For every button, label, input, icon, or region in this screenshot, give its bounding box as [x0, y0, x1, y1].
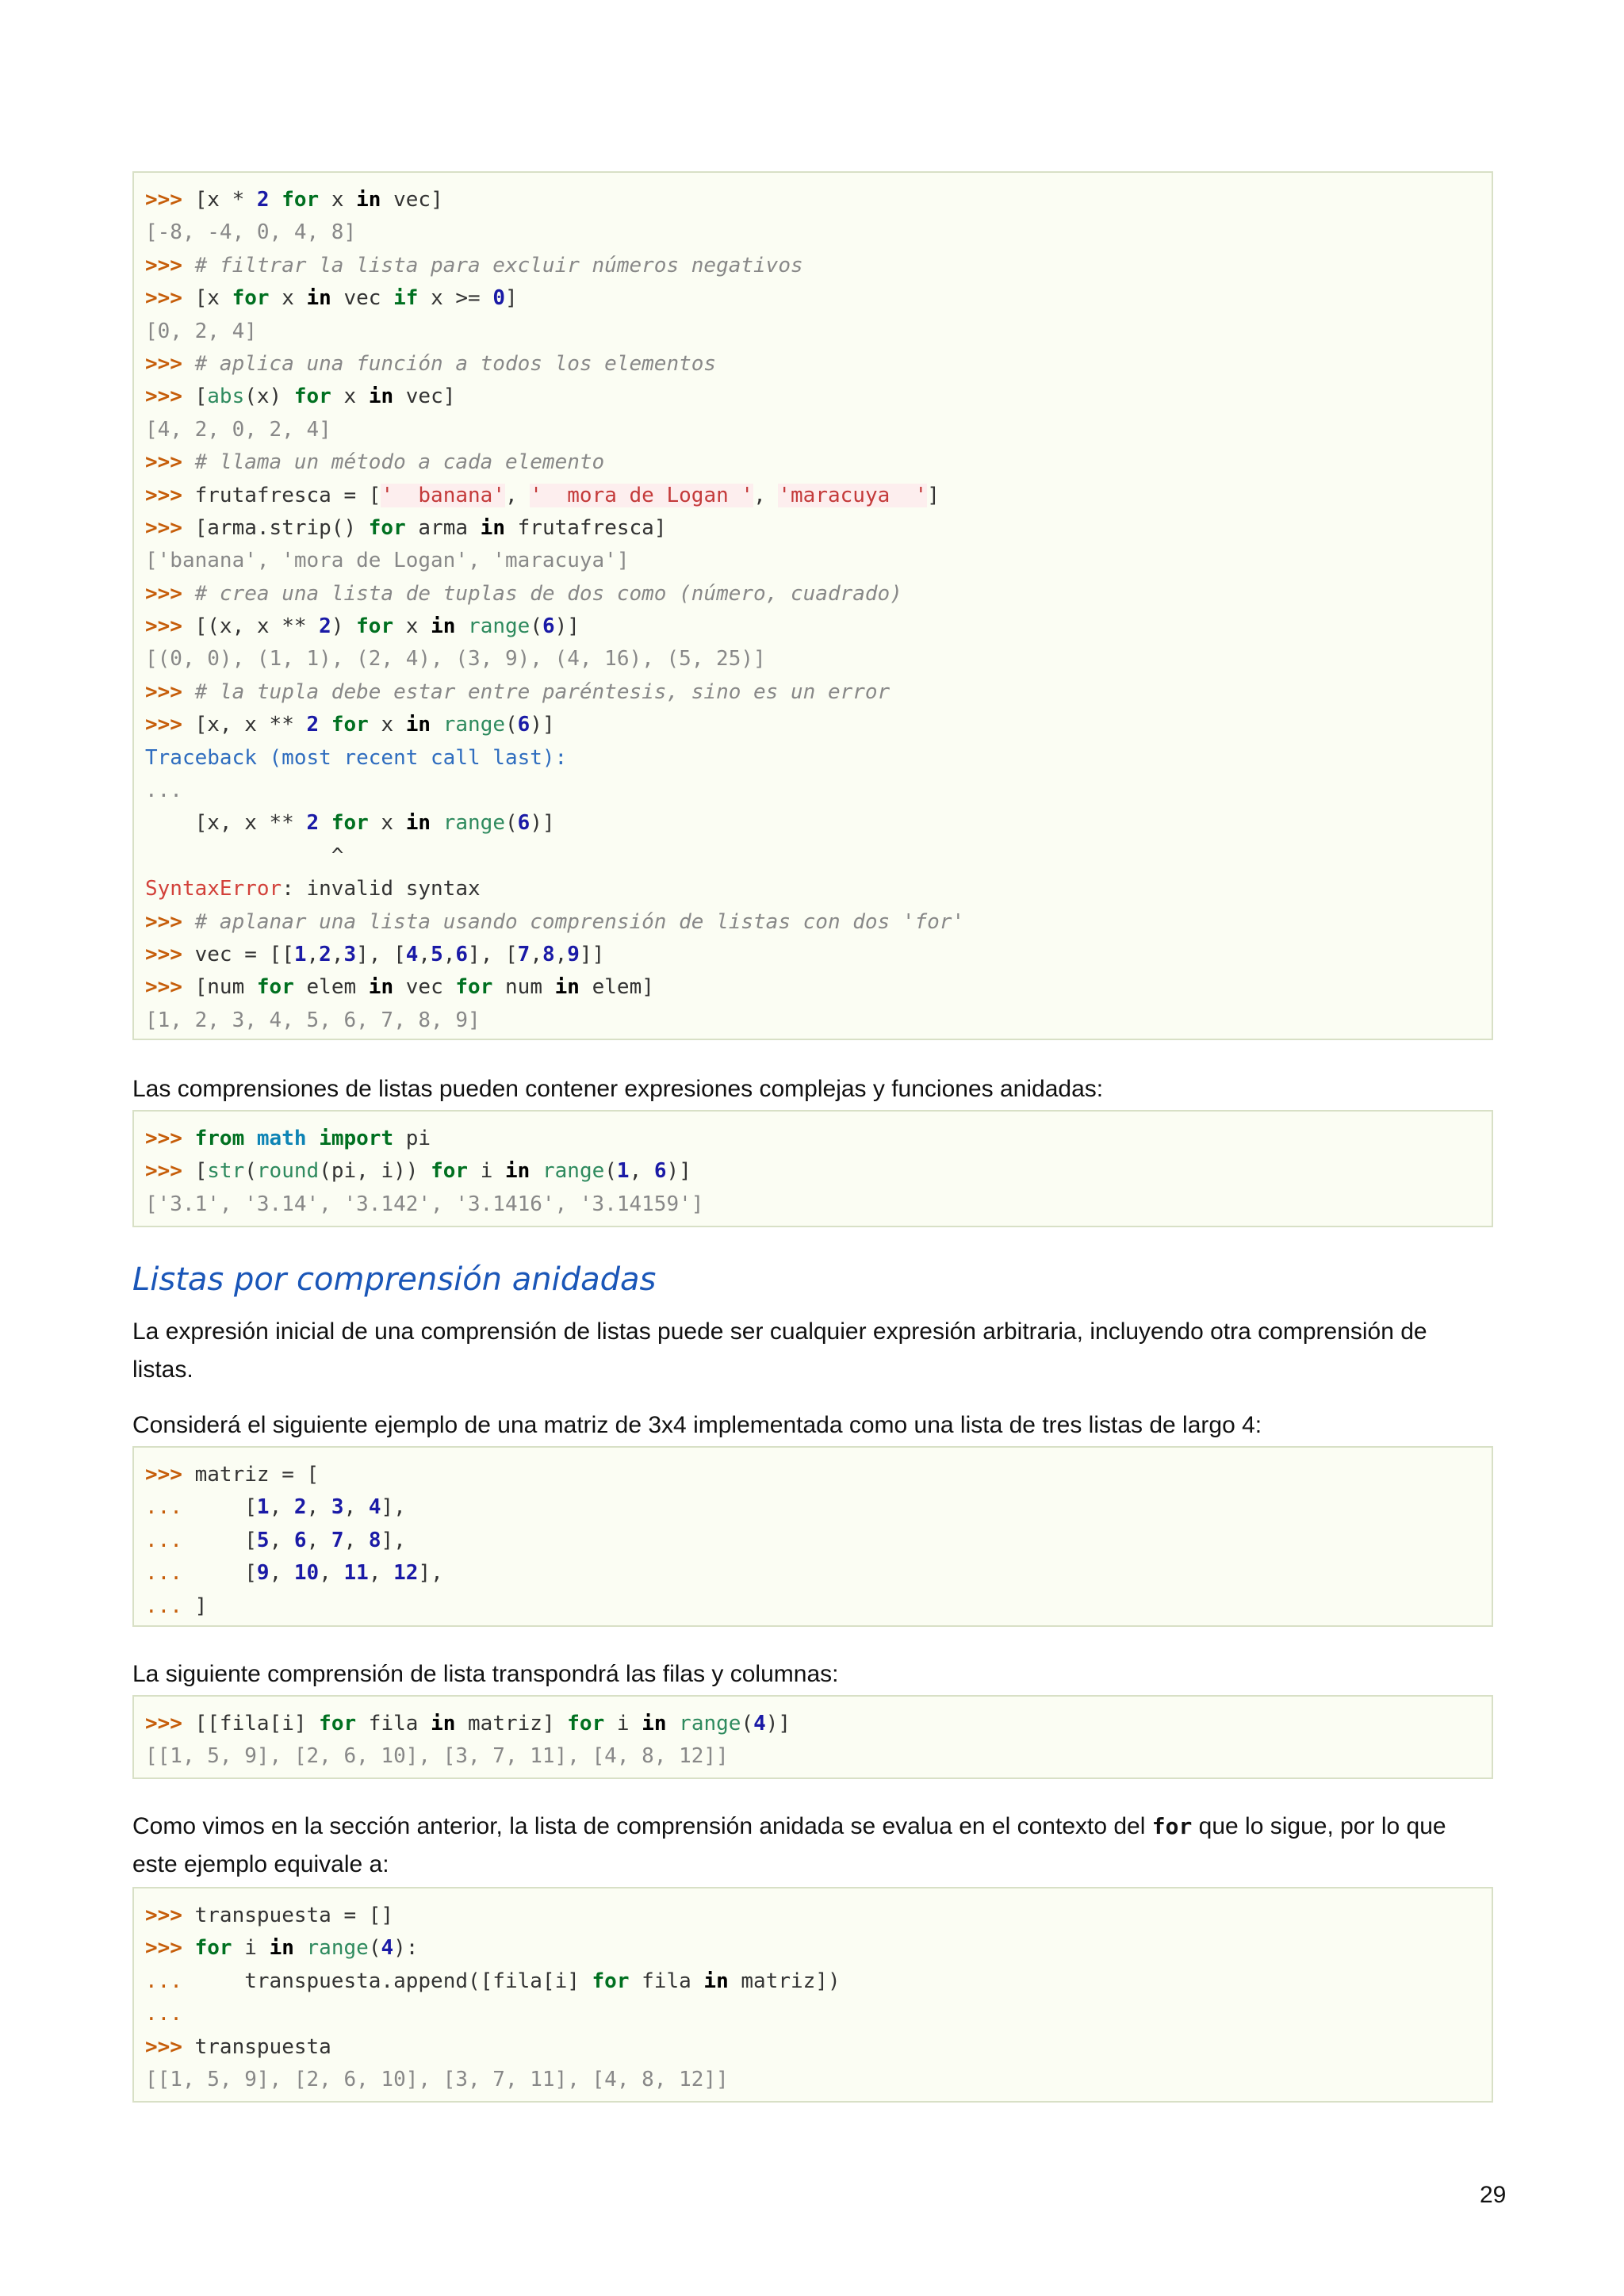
- code-token: in: [505, 1159, 530, 1184]
- code-line: [145, 2064, 1480, 2096]
- code-token: ,: [306, 942, 320, 966]
- code-token: SyntaxError: [145, 877, 282, 901]
- code-token: [0, 2, 4]: [145, 319, 257, 343]
- code-token: matriz]): [728, 1969, 841, 1993]
- code-token: in: [642, 1712, 667, 1735]
- code-token: ,: [629, 1159, 654, 1184]
- code-token: ...: [145, 1969, 195, 1993]
- code-token: 1: [293, 942, 307, 966]
- paragraph-nested-intro: La expresión inicial de una comprensión de listas puede ser cualquier expresión arbitraria, incluyendo otra comprensión de listas.: [132, 1318, 1427, 1383]
- code-line: [145, 250, 1480, 282]
- code-token: >>>: [145, 385, 195, 409]
- code-token: (: [505, 811, 518, 836]
- code-token: 3: [331, 1495, 344, 1520]
- code-line: [145, 1557, 1480, 1590]
- code-line: [145, 906, 1480, 939]
- code-token: >>>: [145, 188, 195, 212]
- code-token: for: [282, 188, 320, 212]
- code-token: 4: [753, 1712, 766, 1735]
- code-token: 9: [567, 942, 580, 966]
- code-token: (: [505, 713, 518, 737]
- code-token: i: [604, 1712, 642, 1735]
- code-token: ' mora de Logan ': [530, 483, 754, 507]
- code-line: [145, 578, 1480, 610]
- code-token: ,: [368, 1561, 394, 1586]
- code-token: in: [356, 188, 381, 212]
- code-token: [x: [194, 286, 232, 311]
- page-content: [132, 171, 1493, 2103]
- code-token: in: [405, 811, 431, 836]
- code-token: math: [256, 1127, 307, 1150]
- code-token: range: [442, 811, 505, 836]
- code-token: transpuesta: [194, 2034, 331, 2059]
- code-line: [145, 216, 1480, 249]
- code-line: [145, 676, 1480, 709]
- code-token: 6: [517, 811, 530, 836]
- code-token: >>>: [145, 1936, 195, 1961]
- code-token: vec]: [381, 188, 443, 212]
- code-token: 5: [256, 1528, 270, 1552]
- code-token: for: [331, 713, 369, 737]
- code-token: >>>: [145, 1127, 195, 1150]
- code-token: elem]: [579, 975, 654, 1000]
- code-token: ' banana': [381, 483, 505, 507]
- code-token: transpuesta.append([fila[i]: [194, 1969, 592, 1993]
- code-line: [145, 971, 1480, 1004]
- code-token: ,: [418, 942, 431, 966]
- code-token: [x, x **: [194, 713, 307, 737]
- code-line: [145, 775, 1480, 807]
- code-line: [145, 840, 1480, 873]
- code-token: >>>: [145, 975, 195, 1000]
- code-token: [(x, x **: [194, 614, 320, 639]
- code-token: in: [368, 975, 394, 1000]
- code-token: 10: [293, 1561, 320, 1586]
- code-token: abs: [207, 385, 245, 409]
- code-token: for: [293, 385, 331, 409]
- code-token: matriz]: [455, 1712, 568, 1735]
- code-token: ...: [145, 1495, 195, 1520]
- code-block-transpose: [132, 1695, 1493, 1779]
- code-token: ]: [927, 483, 940, 507]
- code-token: [num: [194, 975, 257, 1000]
- code-token: fila: [356, 1712, 431, 1735]
- code-token: 1: [256, 1495, 270, 1520]
- code-token: ,: [554, 942, 568, 966]
- paragraph-equivalent: [132, 1808, 1493, 1884]
- code-token: ...: [145, 779, 182, 803]
- code-token: [[1, 5, 9], [2, 6, 10], [3, 7, 11], [4, 8, 12]]: [145, 1744, 729, 1769]
- code-token: [4, 2, 0, 2, 4]: [145, 417, 331, 442]
- code-token: matriz = [: [194, 1463, 320, 1487]
- code-token: >>>: [145, 909, 195, 934]
- code-token: (: [604, 1159, 617, 1184]
- code-line: [145, 1965, 1480, 1998]
- code-token: round: [256, 1159, 320, 1184]
- code-token: ...: [145, 1561, 195, 1586]
- code-token: : invalid syntax: [282, 877, 481, 901]
- code-token: [arma.strip(): [194, 515, 369, 540]
- code-token: i: [468, 1159, 506, 1184]
- code-token: ,: [319, 1561, 344, 1586]
- code-token: 6: [455, 942, 469, 966]
- code-token: 0: [492, 286, 506, 311]
- code-token: 3: [343, 942, 357, 966]
- code-token: str: [207, 1159, 245, 1184]
- code-token: i: [232, 1936, 270, 1961]
- code-token: [x, x **: [145, 811, 307, 836]
- code-line: [145, 545, 1480, 577]
- code-token: for: [592, 1969, 630, 1993]
- code-token: ,: [269, 1528, 294, 1552]
- code-token: >>>: [145, 1712, 195, 1735]
- code-token: Traceback (most recent call last):: [145, 745, 568, 770]
- code-token: (: [368, 1936, 381, 1961]
- code-token: 2: [319, 614, 331, 639]
- code-token: >>>: [145, 2034, 195, 2059]
- code-token: for: [368, 515, 406, 540]
- code-token: in: [554, 975, 580, 1000]
- code-token: [x *: [194, 188, 257, 212]
- code-token: ],: [381, 1495, 406, 1520]
- code-line: [145, 1123, 1480, 1155]
- code-token: >>>: [145, 351, 195, 376]
- code-token: 2: [306, 811, 320, 836]
- code-token: 8: [542, 942, 555, 966]
- code-token: arma: [405, 515, 481, 540]
- code-token: ,: [753, 483, 779, 507]
- code-token: ]: [505, 286, 518, 311]
- code-line: [145, 316, 1480, 348]
- code-line: [145, 1004, 1480, 1037]
- code-token: (x): [244, 385, 294, 409]
- code-token: 5: [431, 942, 443, 966]
- code-token: range: [542, 1159, 605, 1184]
- code-token: # aplanar una lista usando comprensión de listas con dos 'for': [194, 909, 965, 934]
- code-token: elem: [293, 975, 369, 1000]
- code-token: # aplica una función a todos los elementos: [194, 351, 717, 376]
- code-token: ,: [331, 942, 344, 966]
- code-line: [145, 381, 1480, 413]
- code-token: for: [194, 1936, 232, 1961]
- code-token: )]: [554, 614, 580, 639]
- code-token: [431, 811, 443, 835]
- code-token: >>>: [145, 515, 195, 540]
- code-line: [145, 807, 1480, 840]
- code-token: [270, 188, 282, 212]
- code-token: from: [194, 1127, 245, 1150]
- code-token: 9: [256, 1561, 270, 1586]
- code-token: ], [: [356, 942, 406, 966]
- code-token: 2: [256, 188, 270, 212]
- code-token: ]]: [579, 942, 605, 966]
- paragraph-transpose: La siguiente comprensión de lista transpondrá las filas y columnas:: [132, 1661, 839, 1687]
- code-line: [145, 1525, 1480, 1557]
- code-token: [: [194, 385, 208, 409]
- code-token: 2: [319, 942, 331, 966]
- code-token: >>>: [145, 581, 195, 606]
- code-token: ...: [145, 2002, 182, 2026]
- code-line: [145, 2031, 1480, 2064]
- code-token: >>>: [145, 1463, 195, 1487]
- code-token: [: [194, 1495, 257, 1520]
- code-token: x: [331, 385, 369, 409]
- code-token: ],: [381, 1528, 406, 1552]
- code-token: for: [356, 614, 394, 639]
- code-token: [-8, -4, 0, 4, 8]: [145, 220, 357, 245]
- code-token: vec: [331, 286, 394, 311]
- code-token: 6: [517, 713, 530, 737]
- page-number: 29: [1480, 2182, 1507, 2208]
- code-line: [145, 709, 1480, 741]
- code-token: in: [703, 1969, 729, 1993]
- code-token: range: [679, 1712, 741, 1735]
- code-token: x: [368, 713, 406, 737]
- code-token: vec: [393, 975, 456, 1000]
- code-token: fila: [629, 1969, 704, 1993]
- code-token: if: [393, 286, 419, 311]
- code-block-list-comprehension-examples: [132, 171, 1493, 1040]
- code-token: [294, 1936, 307, 1960]
- code-token: num: [492, 975, 555, 1000]
- code-line: [145, 414, 1480, 446]
- code-line: [145, 1491, 1480, 1524]
- code-token: [530, 1159, 542, 1183]
- code-line: [145, 1459, 1480, 1491]
- code-line: [145, 1740, 1480, 1773]
- code-line: [145, 643, 1480, 675]
- code-line: [145, 1932, 1480, 1965]
- code-token: >>>: [145, 614, 195, 639]
- code-token: x: [368, 811, 406, 836]
- code-token: import: [319, 1127, 394, 1150]
- code-line: [145, 480, 1480, 512]
- code-token: [319, 811, 331, 835]
- code-token: )]: [530, 713, 555, 737]
- code-token: ], [: [468, 942, 518, 966]
- code-token: 11: [343, 1561, 369, 1586]
- code-block-math-pi: [132, 1110, 1493, 1227]
- code-token: ...: [145, 1594, 195, 1618]
- code-token: >>>: [145, 450, 195, 475]
- paragraph-complex-expressions: Las comprensiones de listas pueden contener expresiones complejas y funciones anidadas:: [132, 1076, 1104, 1102]
- code-token: ['3.1', '3.14', '3.142', '3.1416', '3.14159']: [145, 1192, 704, 1216]
- code-token: in: [269, 1936, 294, 1961]
- code-line: [145, 1998, 1480, 2030]
- code-token: [1, 2, 3, 4, 5, 6, 7, 8, 9]: [145, 1008, 481, 1032]
- code-token: ,: [306, 1495, 331, 1520]
- paragraph-equivalent-text-a: Como vimos en la sección anterior, la lista de comprensión anidada se evalua en el contexto del: [132, 1813, 1152, 1839]
- code-token: [[1, 5, 9], [2, 6, 10], [3, 7, 11], [4, 8, 12]]: [145, 2067, 729, 2091]
- code-token: x: [269, 286, 307, 311]
- code-token: x: [319, 188, 357, 212]
- code-token: [: [194, 1159, 208, 1184]
- code-token: ...: [145, 1528, 195, 1552]
- code-token: range: [468, 614, 530, 639]
- code-token: >>>: [145, 942, 195, 966]
- code-token: ,: [269, 1495, 294, 1520]
- code-line: [145, 1590, 1480, 1623]
- code-token: (: [530, 614, 542, 639]
- code-token: # la tupla debe estar entre paréntesis, sino es un error: [194, 679, 891, 704]
- code-token: ,: [504, 483, 530, 507]
- code-line: [145, 939, 1480, 971]
- code-token: [455, 614, 468, 638]
- code-token: in: [431, 1712, 456, 1735]
- code-token: for: [232, 286, 270, 311]
- code-token: # llama un método a cada elemento: [194, 450, 605, 475]
- code-token: for: [319, 1712, 357, 1735]
- code-token: for: [567, 1712, 605, 1735]
- code-line: [145, 348, 1480, 381]
- code-token: 7: [331, 1528, 344, 1552]
- code-token: 12: [393, 1561, 419, 1586]
- section-title-nested-comprehensions: Listas por comprensión anidadas: [132, 1261, 657, 1298]
- code-token: in: [405, 713, 431, 737]
- code-token: [244, 1127, 257, 1150]
- code-token: vec = [[: [194, 942, 294, 966]
- code-line: [145, 610, 1480, 643]
- code-token: in: [480, 515, 505, 540]
- code-line: [145, 282, 1480, 315]
- code-token: [: [194, 1528, 257, 1552]
- code-token: >>>: [145, 713, 195, 737]
- code-token: >>>: [145, 679, 195, 704]
- code-token: vec]: [393, 385, 456, 409]
- code-line: [145, 1708, 1480, 1740]
- code-token: range: [306, 1936, 369, 1961]
- code-token: in: [306, 286, 331, 311]
- code-token: >>>: [145, 483, 195, 507]
- code-token: 8: [368, 1528, 381, 1552]
- code-token: transpuesta = []: [194, 1904, 394, 1927]
- code-line: [145, 446, 1480, 479]
- code-token: 7: [517, 942, 530, 966]
- code-token: (: [244, 1159, 257, 1184]
- code-block-transpose-loop: [132, 1887, 1493, 2103]
- code-token: [[fila[i]: [194, 1712, 320, 1735]
- code-token: ^: [145, 844, 344, 868]
- inline-code-for: for: [1151, 1813, 1193, 1839]
- code-token: ]: [194, 1594, 208, 1618]
- code-token: # filtrar la lista para excluir números negativos: [194, 253, 803, 277]
- code-token: for: [331, 811, 369, 836]
- code-token: 4: [381, 1936, 394, 1961]
- code-token: 6: [293, 1528, 307, 1552]
- code-token: for: [431, 1159, 469, 1184]
- code-token: [431, 713, 443, 737]
- code-line: [145, 512, 1480, 545]
- code-token: ): [331, 614, 357, 639]
- code-token: [(0, 0), (1, 1), (2, 4), (3, 9), (4, 16), (5, 25)]: [145, 647, 766, 672]
- code-token: [307, 1127, 320, 1150]
- code-token: in: [431, 614, 456, 639]
- code-token: (pi, i)): [319, 1159, 431, 1184]
- code-token: frutafresca = [: [194, 483, 381, 507]
- code-token: >>>: [145, 1904, 195, 1927]
- code-token: ,: [442, 942, 456, 966]
- code-token: ,: [269, 1561, 294, 1586]
- code-token: pi: [393, 1127, 431, 1150]
- code-token: [: [194, 1561, 257, 1586]
- code-token: for: [455, 975, 493, 1000]
- code-token: >>>: [145, 286, 195, 311]
- code-token: frutafresca]: [504, 515, 667, 540]
- code-token: x: [393, 614, 431, 639]
- code-line: [145, 742, 1480, 775]
- code-token: range: [442, 713, 506, 737]
- code-token: )]: [765, 1712, 791, 1735]
- code-token: ,: [343, 1528, 369, 1552]
- code-token: ],: [418, 1561, 443, 1586]
- code-token: x >=: [418, 286, 493, 311]
- code-token: (: [741, 1712, 754, 1735]
- code-token: 2: [293, 1495, 307, 1520]
- code-line: [145, 1900, 1480, 1932]
- code-block-matrix: [132, 1446, 1493, 1627]
- code-token: for: [256, 975, 294, 1000]
- code-line: [145, 1155, 1480, 1188]
- code-line: [145, 184, 1480, 216]
- code-token: ,: [530, 942, 542, 966]
- code-token: [319, 713, 331, 737]
- code-token: ,: [306, 1528, 331, 1552]
- code-token: 'maracuya ': [778, 483, 928, 507]
- code-token: 4: [368, 1495, 381, 1520]
- code-token: 2: [306, 713, 320, 737]
- code-token: 6: [542, 614, 555, 639]
- code-token: )]: [666, 1159, 691, 1184]
- code-token: 1: [616, 1159, 630, 1184]
- paragraph-matrix-example: Considerá el siguiente ejemplo de una matriz de 3x4 implementada como una lista de tres listas de largo 4:: [132, 1412, 1262, 1438]
- code-token: ):: [393, 1936, 419, 1961]
- code-token: ['banana', 'mora de Logan', 'maracuya']: [145, 549, 630, 573]
- code-token: >>>: [145, 1159, 195, 1184]
- code-token: in: [368, 385, 394, 409]
- code-line: [145, 1188, 1480, 1221]
- code-token: )]: [530, 811, 555, 836]
- code-token: # crea una lista de tuplas de dos como (número, cuadrado): [194, 581, 902, 606]
- code-token: ,: [343, 1495, 369, 1520]
- code-token: [667, 1712, 680, 1735]
- paragraph-equivalent-text-b: que lo sigue, por lo que este ejemplo equivale a:: [132, 1813, 1446, 1877]
- code-token: >>>: [145, 253, 195, 277]
- code-token: 4: [405, 942, 419, 966]
- code-token: 6: [653, 1159, 667, 1184]
- code-line: [145, 873, 1480, 905]
